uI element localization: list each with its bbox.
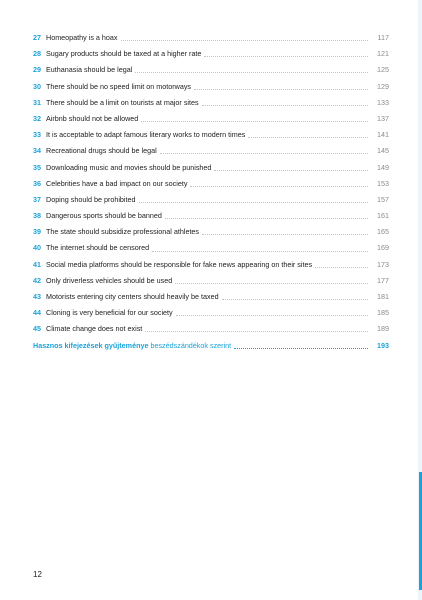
phrase-collection-title: Hasznos kifejezések gyűjteménye [33, 340, 149, 350]
toc-entry-title: Sugary products should be taxed at a higher rate [46, 49, 202, 59]
phrase-collection-subtitle: beszédszándékok szerint [150, 340, 232, 350]
toc-entry-title: Homeopathy is a hoax [46, 33, 118, 42]
toc-entry-title: Climate change does not exist [46, 324, 143, 334]
toc-entry-35[interactable] [33, 160, 389, 176]
toc-entry-title: Dangerous sports should be banned [46, 211, 162, 221]
toc-entry-phrase-collection[interactable] [33, 338, 389, 354]
toc-entry-number: 42 [33, 275, 41, 285]
toc-entry-title: Recreational drugs should be legal [46, 146, 157, 156]
toc-entry-28[interactable] [33, 46, 389, 62]
toc-entry-page: 129 [377, 81, 389, 91]
toc-entry-title: Only driverless vehicles should be used [46, 275, 173, 285]
dot-leader [214, 169, 368, 171]
toc-entry-page: 121 [377, 49, 389, 59]
toc-entry-page: 173 [377, 259, 389, 269]
table-of-contents [33, 30, 389, 354]
toc-entry-36[interactable] [33, 176, 389, 192]
toc-entry-title: The state should subsidize professional athletes [46, 227, 200, 237]
dot-leader [139, 201, 368, 203]
toc-entry-number: 45 [33, 324, 41, 334]
toc-entry-45[interactable] [33, 321, 389, 337]
toc-entry-31[interactable] [33, 95, 389, 111]
toc-entry-30[interactable] [33, 79, 389, 95]
toc-entry-title: It is acceptable to adapt famous literary works to modern times [46, 130, 246, 140]
dot-leader [222, 298, 368, 300]
toc-entry-page: 193 [377, 340, 389, 350]
dot-leader [202, 233, 368, 235]
toc-entry-42[interactable] [33, 273, 389, 289]
toc-entry-page: 125 [377, 65, 389, 75]
toc-entry-page: 137 [377, 113, 389, 123]
toc-entry-title: Motorists entering city centers should heavily be taxed [46, 292, 219, 301]
toc-entry-37[interactable] [33, 192, 389, 208]
toc-entry-number: 28 [33, 49, 41, 59]
toc-entry-34[interactable] [33, 143, 389, 159]
toc-entry-number: 33 [33, 130, 41, 140]
toc-entry-41[interactable] [33, 257, 389, 273]
toc-entry-38[interactable] [33, 208, 389, 224]
toc-entry-number: 34 [33, 146, 41, 156]
dot-leader [145, 330, 368, 332]
dot-leader [135, 71, 368, 73]
dot-leader [202, 104, 368, 106]
toc-entry-40[interactable] [33, 240, 389, 256]
toc-entry-page: 189 [377, 324, 389, 334]
toc-entry-page: 157 [377, 194, 389, 204]
toc-entry-39[interactable] [33, 224, 389, 240]
toc-entry-title: Euthanasia should be legal [46, 65, 133, 75]
toc-entry-number: 32 [33, 113, 41, 123]
toc-entry-32[interactable] [33, 111, 389, 127]
toc-entry-29[interactable] [33, 62, 389, 78]
toc-entry-title: There should be no speed limit on motorways [46, 81, 192, 91]
toc-entry-number: 43 [33, 292, 41, 301]
page-number: 12 [33, 570, 42, 579]
toc-entry-title: Airbnb should not be allowed [46, 113, 139, 123]
toc-entry-page: 161 [377, 211, 389, 221]
toc-entry-page: 117 [377, 33, 389, 42]
toc-entry-title: There should be a limit on tourists at major sites [46, 97, 199, 107]
toc-entry-number: 30 [33, 81, 41, 91]
dot-leader [160, 152, 368, 154]
toc-entry-33[interactable] [33, 127, 389, 143]
toc-entry-page: 153 [377, 178, 389, 188]
toc-entry-number: 36 [33, 178, 41, 188]
toc-entry-title: The internet should be censored [46, 243, 150, 253]
toc-entry-page: 177 [377, 275, 389, 285]
dot-leader [121, 39, 368, 41]
toc-entry-number: 44 [33, 308, 41, 318]
toc-entry-page: 181 [377, 292, 389, 301]
dot-leader [141, 120, 368, 122]
toc-entry-number: 27 [33, 33, 41, 42]
toc-entry-number: 31 [33, 97, 41, 107]
toc-entry-page: 149 [377, 162, 389, 172]
toc-entry-page: 185 [377, 308, 389, 318]
dot-leader [176, 314, 368, 316]
toc-entry-number: 39 [33, 227, 41, 237]
toc-entry-number: 29 [33, 65, 41, 75]
dot-leader [175, 282, 368, 284]
toc-entry-number: 41 [33, 259, 41, 269]
toc-entry-43[interactable] [33, 289, 389, 305]
dot-leader [152, 250, 368, 252]
toc-entry-page: 169 [377, 243, 389, 253]
toc-entry-27[interactable] [33, 30, 389, 46]
toc-entry-page: 133 [377, 97, 389, 107]
toc-entry-title: Celebrities have a bad impact on our society [46, 178, 188, 188]
toc-entry-page: 141 [377, 130, 389, 140]
dot-leader [194, 88, 368, 90]
toc-entry-title: Social media platforms should be responsible for fake news appearing on their sites [46, 259, 313, 269]
dot-leader [204, 55, 368, 57]
toc-entry-title: Doping should be prohibited [46, 194, 136, 204]
toc-entry-page: 165 [377, 227, 389, 237]
dot-leader [190, 185, 368, 187]
dot-leader [165, 217, 368, 219]
toc-entry-44[interactable] [33, 305, 389, 321]
dot-leader [315, 266, 368, 268]
toc-entry-title: Cloning is very beneficial for our society [46, 308, 173, 318]
toc-entry-page: 145 [377, 146, 389, 156]
dot-leader [248, 136, 368, 138]
toc-entry-number: 40 [33, 243, 41, 253]
toc-entry-title: Downloading music and movies should be punished [46, 162, 212, 172]
toc-entry-number: 35 [33, 162, 41, 172]
toc-entry-number: 37 [33, 194, 41, 204]
toc-entry-number: 38 [33, 211, 41, 221]
dot-leader [234, 347, 368, 349]
